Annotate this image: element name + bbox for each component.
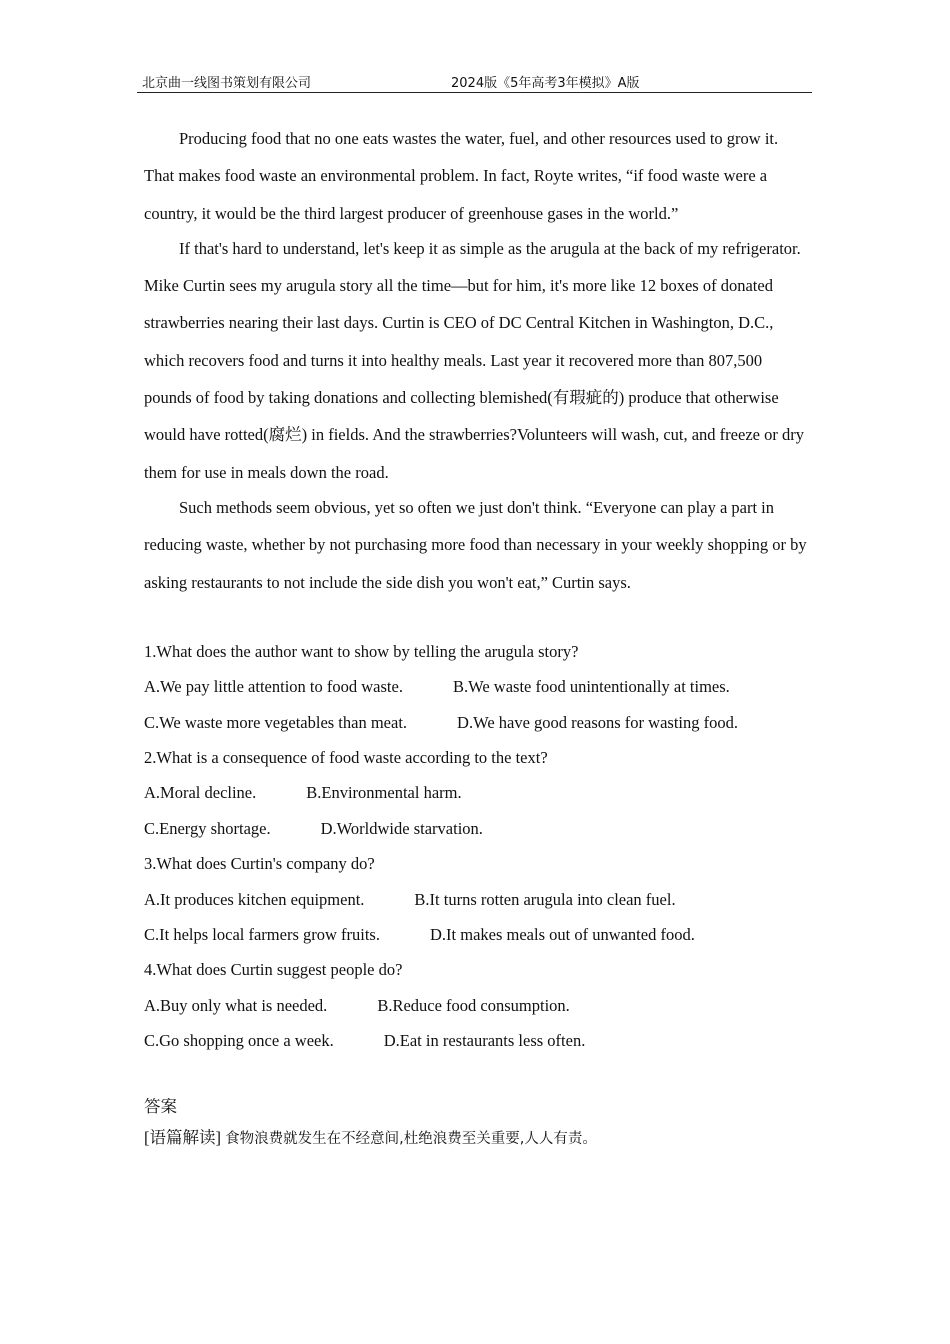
option-row [144,811,808,846]
option-d: D.Worldwide starvation. [320,818,483,838]
option-row [144,669,808,704]
document-body [144,120,808,1154]
option-d: D.It makes meals out of unwanted food. [429,924,695,944]
passage-interpretation [144,1122,808,1154]
publisher-name: 北京曲一线图书策划有限公司 [142,76,312,91]
option-a: A.We pay little attention to food waste. [144,677,403,697]
option-a: A.Moral decline. [144,783,257,803]
option-b: B.It turns rotten arugula into clean fuel. [414,889,676,909]
option-c: C.Energy shortage. [144,818,271,838]
option-b: B.Reduce food consumption. [377,995,570,1015]
interpretation-text: 食物浪费就发生在不经意间,杜绝浪费至关重要,人人有责。 [225,1130,597,1147]
interpretation-label: [语篇解读] [144,1127,221,1147]
page-header [137,72,812,93]
option-a: A.Buy only what is needed. [144,995,328,1015]
option-b: B.We waste food unintentionally at times. [452,677,730,697]
question-stem: 2.What is a consequence of food waste according to the text? [144,748,548,768]
answer-heading: 答案 [144,1096,177,1116]
question-stem: 3.What does Curtin's company do? [144,854,375,874]
option-c: C.It helps local farmers grow fruits. [144,924,380,944]
question-stem: 1.What does the author want to show by telling the arugula story? [144,641,579,661]
option-row [144,882,808,917]
option-row [144,1023,808,1058]
option-row [144,917,808,952]
option-b: B.Environmental harm. [306,783,462,803]
question-2 [144,740,808,846]
question-3 [144,846,808,952]
option-row [144,705,808,740]
option-row [144,988,808,1023]
question-1 [144,634,808,740]
reading-passage [144,120,808,601]
question-list [144,634,808,1059]
option-d: D.Eat in restaurants less often. [383,1031,586,1051]
passage-paragraph: If that's hard to understand, let's keep it as simple as the arugula at the back of my refrigerator. Mike Curtin sees my arugula story all the time—but for him, it's more like 12 boxes of donated strawberries nearing their last days. Curtin is CEO of DC Central Kitchen in Washington, D.C., which recovers food and turns it into healthy meals. Last year it recovered more than 807,500 pounds of food by taking donations and collecting blemished(有瑕疵的) produce that otherwise would have rotted(腐烂) in fields. And the strawberries?Volunteers will wash, cut, and freeze or dry them for use in meals down the road. [144,238,804,482]
passage-paragraph: Such methods seem obvious, yet so often we just don't think. “Everyone can play a part in reducing waste, whether by not purchasing more food than necessary in your weekly shopping or by asking restaurants to not include the side dish you won't eat,” Curtin says. [144,497,807,592]
edition-title: 2024版《5年高考3年模拟》A版 [451,76,640,91]
option-c: C.Go shopping once a week. [144,1031,334,1051]
option-a: A.It produces kitchen equipment. [144,889,365,909]
question-stem: 4.What does Curtin suggest people do? [144,960,403,980]
passage-paragraph: Producing food that no one eats wastes the water, fuel, and other resources used to grow it. That makes food waste an environmental problem. In fact, Royte writes, “if food waste were a country, it would be the third largest producer of greenhouse gases in the world.” [144,129,779,223]
option-d: D.We have good reasons for wasting food. [457,712,738,732]
question-4 [144,952,808,1058]
option-row [144,775,808,810]
option-c: C.We waste more vegetables than meat. [144,712,408,732]
answer-section [144,1092,808,1154]
